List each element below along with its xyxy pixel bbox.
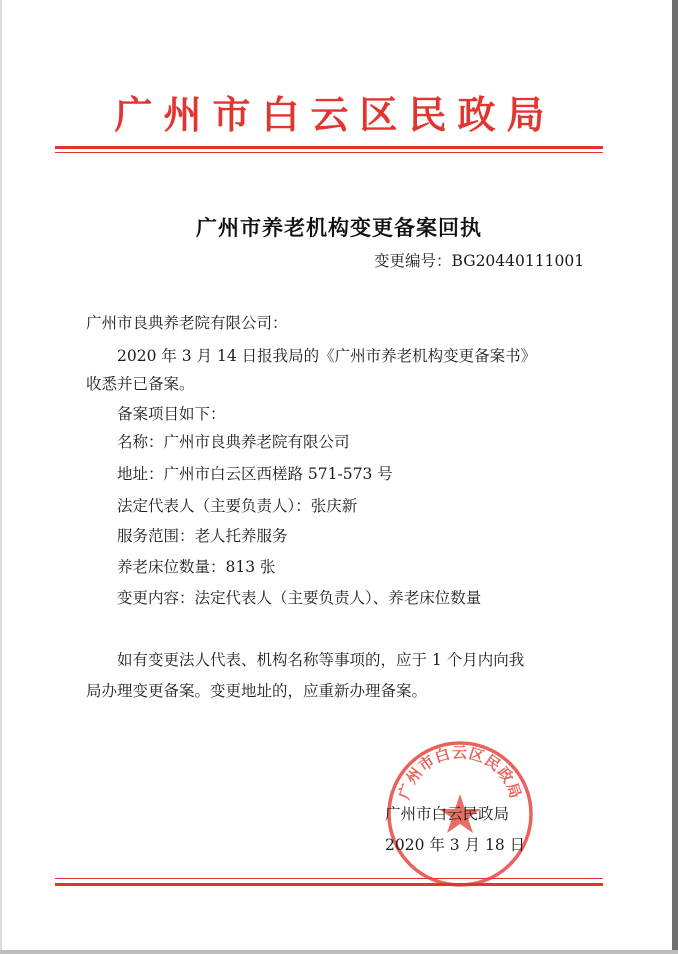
item-address: 地址：广州市白云区西槎路 571-573 号 [117,465,393,483]
seal-text: 广州市白云区民政局 [395,743,525,802]
reference-value: BG20440111001 [451,252,585,270]
page-edge-right [672,0,678,954]
letterhead-rule-thin [55,152,603,153]
page-edge-left [0,0,2,954]
note-line: 如有变更法人代表、机构名称等事项的，应于 1 个月内向我 [117,651,525,669]
addressee: 广州市良典养老院有限公司： [86,314,288,332]
item-legal-representative: 法定代表人（主要负责人）：张庆新 [117,497,358,515]
items-header: 备案项目如下： [117,405,226,423]
footer-rule-thin [55,878,603,879]
paragraph-line: 收悉并已备案。 [86,375,195,393]
document-title: 广州市养老机构变更备案回执 [196,215,482,240]
reference-label: 变更编号： [374,252,452,270]
letterhead-title: 广州市白云区民政局 [114,92,556,137]
item-change-content: 变更内容：法定代表人（主要负责人）、养老床位数量 [117,589,482,607]
letterhead-rule-thick [55,146,603,149]
signature-date: 2020 年 3 月 18 日 [385,836,526,854]
page-edge-bottom [0,950,678,954]
item-name: 名称：广州市良典养老院有限公司 [117,433,350,451]
item-bed-count: 养老床位数量：813 张 [117,558,276,576]
reference-number [374,249,584,271]
item-service-scope: 服务范围：老人托养服务 [117,527,288,545]
paragraph-line: 2020 年 3 月 14 日报我局的《广州市养老机构变更备案书》 [117,347,537,365]
signature-org: 广州市白云民政局 [385,805,510,823]
note-line: 局办理变更备案。变更地址的，应重新办理备案。 [86,682,428,700]
footer-rule-thick [55,883,603,886]
